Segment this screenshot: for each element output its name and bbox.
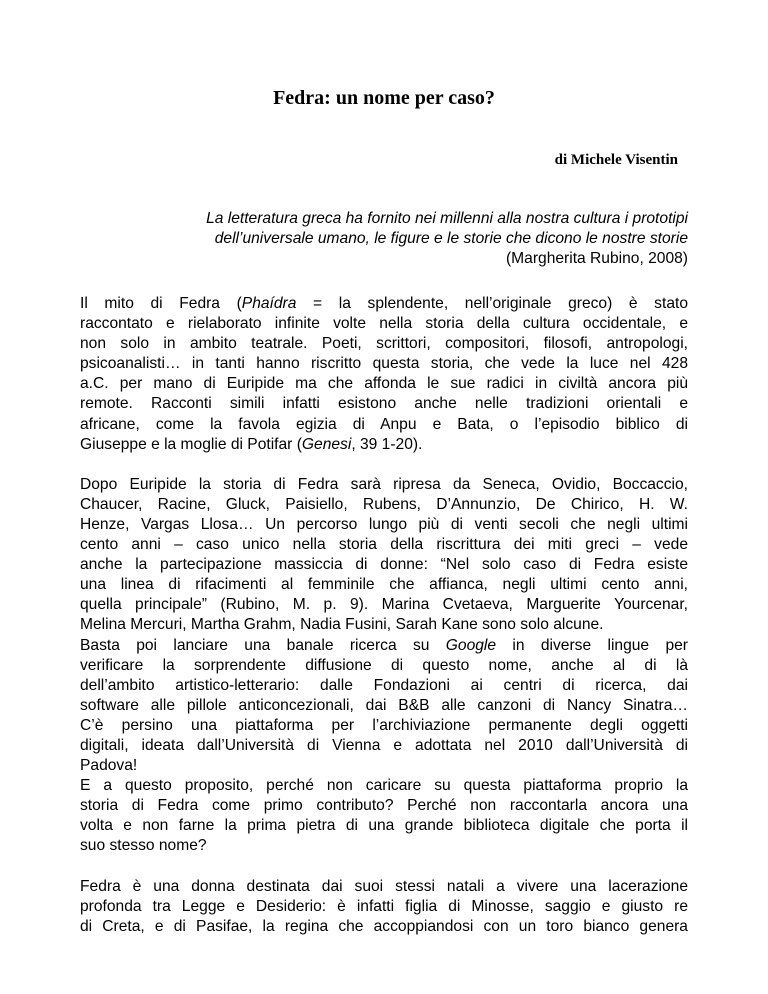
line-text: di Creta, e di Pasifae, la regina che accoppiandosi con un toro bianco genera xyxy=(80,917,688,935)
paragraph-line xyxy=(80,595,688,615)
line-text: E a questo proposito, perché non caricare su questa piattaforma proprio la xyxy=(80,777,688,795)
paragraph-line xyxy=(80,756,688,776)
line-text: software alle pillole anticoncezionali, dai B&B alle canzoni di Nancy Sinatra… xyxy=(80,696,688,714)
line-text: suo stesso nome? xyxy=(80,837,207,855)
line-text: anche la partecipazione massiccia di donne: “Nel solo caso di Fedra esiste xyxy=(80,556,688,574)
line-text: raccontato e rielaborato infinite volte nella storia della cultura occidentale, e xyxy=(80,315,688,333)
line-text: una linea di rifacimenti al femminile che affianca, negli ultimi cento anni, xyxy=(80,576,688,594)
line-text: cento anni – caso unico nella storia della riscrittura dei miti greci – vede xyxy=(80,536,688,554)
paragraph-line xyxy=(80,575,688,595)
line-text: a.C. per mano di Euripide ma che affonda le sue radici in civiltà ancora più xyxy=(80,375,688,393)
paragraph-line xyxy=(80,435,688,455)
paragraph-line xyxy=(80,615,688,635)
line-text: Henze, Vargas Llosa… Un percorso lungo più di venti secoli che negli ultimi xyxy=(80,515,688,533)
paragraph-line xyxy=(80,836,688,856)
paragraph-line xyxy=(80,374,688,394)
line-text: africane, come la favola egizia di Anpu e Bata, o l’episodio biblico di xyxy=(80,415,688,433)
epigraph-quote-line: La letteratura greca ha fornito nei millenni alla nostra cultura i prototipi xyxy=(206,210,688,227)
line-text: Fedra è una donna destinata dai suoi stessi natali a vivere una lacerazione xyxy=(80,877,688,895)
line-text: volta e non farne la prima pietra di una grande biblioteca digitale che porta il xyxy=(80,817,688,835)
paragraph-line xyxy=(80,415,688,435)
epigraph-quote-line: dell’universale umano, le figure e le storie che dicono le nostre storie xyxy=(214,230,688,247)
line-text: , 39 1-20). xyxy=(351,435,423,453)
line-text: Giuseppe e la moglie di Potifar ( xyxy=(80,435,302,453)
line-text: non solo in ambito teatrale. Poeti, scrittori, compositori, filosofi, antropologi, xyxy=(80,335,688,353)
paragraph-line xyxy=(80,495,688,515)
paragraph-line xyxy=(80,776,688,796)
line-text: Dopo Euripide la storia di Fedra sarà ripresa da Seneca, Ovidio, Boccaccio, xyxy=(80,475,688,493)
italic-term: Phaídra xyxy=(241,295,297,312)
line-text: verificare la sorprendente diffusione di questo nome, anche al di là xyxy=(80,656,688,674)
line-text: storia di Fedra come primo contributo? Perché non raccontarla ancora una xyxy=(80,797,688,815)
epigraph xyxy=(120,209,688,269)
paragraph-line xyxy=(80,535,688,555)
paragraph-line xyxy=(80,475,688,495)
paragraph-line xyxy=(80,656,688,676)
line-text: Basta poi lanciare una banale ricerca su xyxy=(80,636,446,654)
line-text: profonda tra Legge e Desiderio: è infatti figlia di Minosse, saggio e giusto re xyxy=(80,897,688,915)
line-text: Melina Mercuri, Martha Grahm, Nadia Fusini, Sarah Kane sono solo alcune. xyxy=(80,616,604,634)
document-title: Fedra: un nome per caso? xyxy=(273,87,495,109)
line-text: Il mito di Fedra ( xyxy=(80,295,242,312)
line-text: = la splendente, nell’originale greco) è stato xyxy=(296,295,688,312)
line-text: quella principale” (Rubino, M. p. 9). Marina Cvetaeva, Marguerite Yourcenar, xyxy=(80,596,688,614)
line-text: C’è persino una piattaforma per l’archiviazione permanente degli oggetti xyxy=(80,716,688,734)
paragraph-line xyxy=(80,676,688,696)
paragraph xyxy=(80,877,688,937)
paragraph-line xyxy=(80,816,688,836)
line-text: digitali, ideata dall’Università di Vienna e adottata nel 2010 dall’Università di xyxy=(80,736,688,754)
paragraph-line xyxy=(80,917,688,937)
paragraph-line xyxy=(80,796,688,816)
paragraph-line xyxy=(80,877,688,897)
author-byline: di Michele Visentin xyxy=(554,152,678,168)
line-text: dell’ambito artistico-letterario: dalle Fondazioni ai centri di ricerca, dai xyxy=(80,676,688,694)
line-text: Chaucer, Racine, Gluck, Paisiello, Rubens, D’Annunzio, De Chirico, H. W. xyxy=(80,495,688,513)
paragraph-line xyxy=(80,334,688,354)
paragraph-line xyxy=(80,897,688,917)
epigraph-citation: (Margherita Rubino, 2008) xyxy=(505,250,688,267)
paragraph-line xyxy=(80,354,688,374)
paragraph-line xyxy=(80,314,688,334)
paragraph-line xyxy=(80,294,688,314)
paragraph-line xyxy=(80,736,688,756)
paragraph-line xyxy=(80,716,688,736)
italic-term: Google xyxy=(445,636,497,654)
line-text: Padova! xyxy=(80,757,138,775)
paragraph-line xyxy=(80,394,688,414)
body-text xyxy=(80,294,688,937)
paragraph-line xyxy=(80,636,688,656)
paragraph-line xyxy=(80,515,688,535)
paragraph-line xyxy=(80,696,688,716)
line-text: remote. Racconti simili infatti esistono anche nelle tradizioni orientali e xyxy=(80,395,688,413)
line-text: in diverse lingue per xyxy=(496,636,688,654)
line-text: psicoanalisti… in tanti hanno riscritto questa storia, che vede la luce nel 428 xyxy=(80,355,688,373)
paragraph-line xyxy=(80,555,688,575)
italic-term: Genesi xyxy=(301,435,352,453)
paragraph xyxy=(80,294,688,455)
paragraph xyxy=(80,475,688,857)
